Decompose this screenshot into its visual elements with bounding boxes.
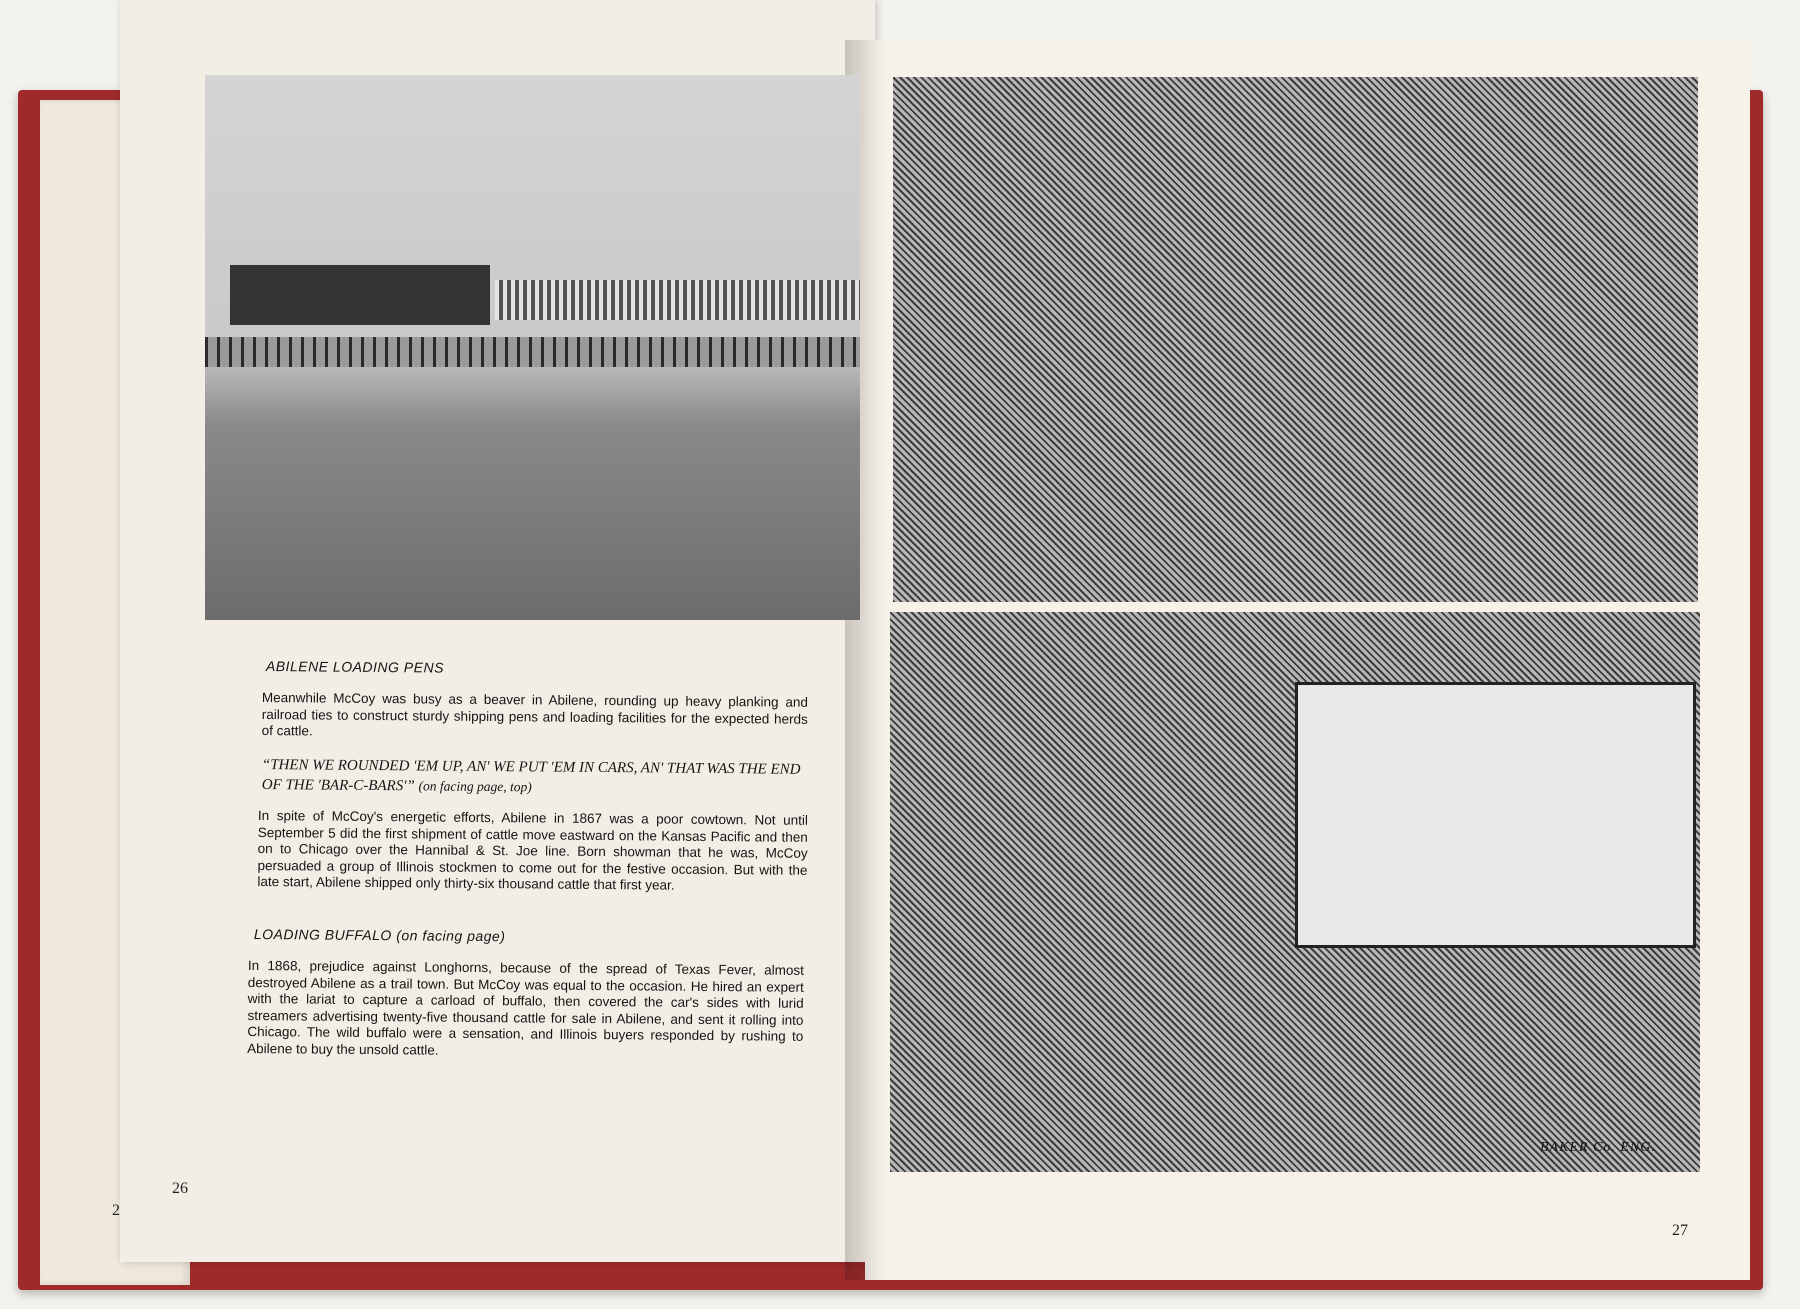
quote-title-text: “THEN WE ROUNDED 'EM UP, AN' WE PUT 'EM IN CARS, AN' THAT WAS THE END OF THE 'BAR-C-BARS'” [261,756,801,795]
quote-title-note: (on facing page, top) [418,778,532,795]
section-title-loading-buffalo [254,926,506,944]
section-title-bar-c-bars [262,755,808,800]
engraving-credit: BAKER Co. ENG. [1540,1140,1656,1155]
section-body-abilene-loading-pens: Meanwhile McCoy was busy as a beaver in Abilene, rounding up heavy planking and railroad ties to construct sturdy shipping pens and loading facilities for the expected herds of cattle. [261,690,808,739]
left-page-number: 26 [172,1180,188,1197]
underlying-page-number: 2 [112,1202,120,1219]
loading-cattle-engraving [893,77,1698,602]
engraving-boxcar [1295,682,1696,948]
photo-railroad-track [205,337,860,367]
buffalo-title-note: (on facing page) [396,927,506,945]
right-page-number: 27 [1672,1222,1688,1239]
section-title-abilene-loading-pens: ABILENE LOADING PENS [265,658,445,676]
section-body-bar-c-bars: In spite of McCoy's energetic efforts, Abilene in 1867 was a poor cowtown. Not until September 5 did the first shipment of cattle move eastward on the Kansas Pacific and then on to Chicago over the Hannibal & St. Joe line. Born showman that he was, McCoy persuaded a group of Illinois stockmen to come out for the festive occasion. But with the late start, Abilene shipped only thirty-six thousand cattle that first year. [257,808,808,893]
section-body-loading-buffalo: In 1868, prejudice against Longhorns, because of the spread of Texas Fever, almost destroyed Abilene as a trail town. But McCoy was equal to the occasion. He hired an expert with the lariat to capture a carload of buffalo, then covered the car's sides with lurid streamers advertising twenty-five thousand cattle for sale in Abilene, and sent it rolling into Chicago. The wild buffalo were a sensation, and Illinois buyers responded by rushing to Abilene to buy the unsold cattle. [247,958,804,1058]
loading-buffalo-engraving [890,612,1700,1172]
loading-pens-photograph [205,75,860,620]
photo-train-cars [230,265,490,325]
photo-loading-fence [495,280,860,320]
buffalo-title-text: LOADING BUFFALO [253,926,392,944]
